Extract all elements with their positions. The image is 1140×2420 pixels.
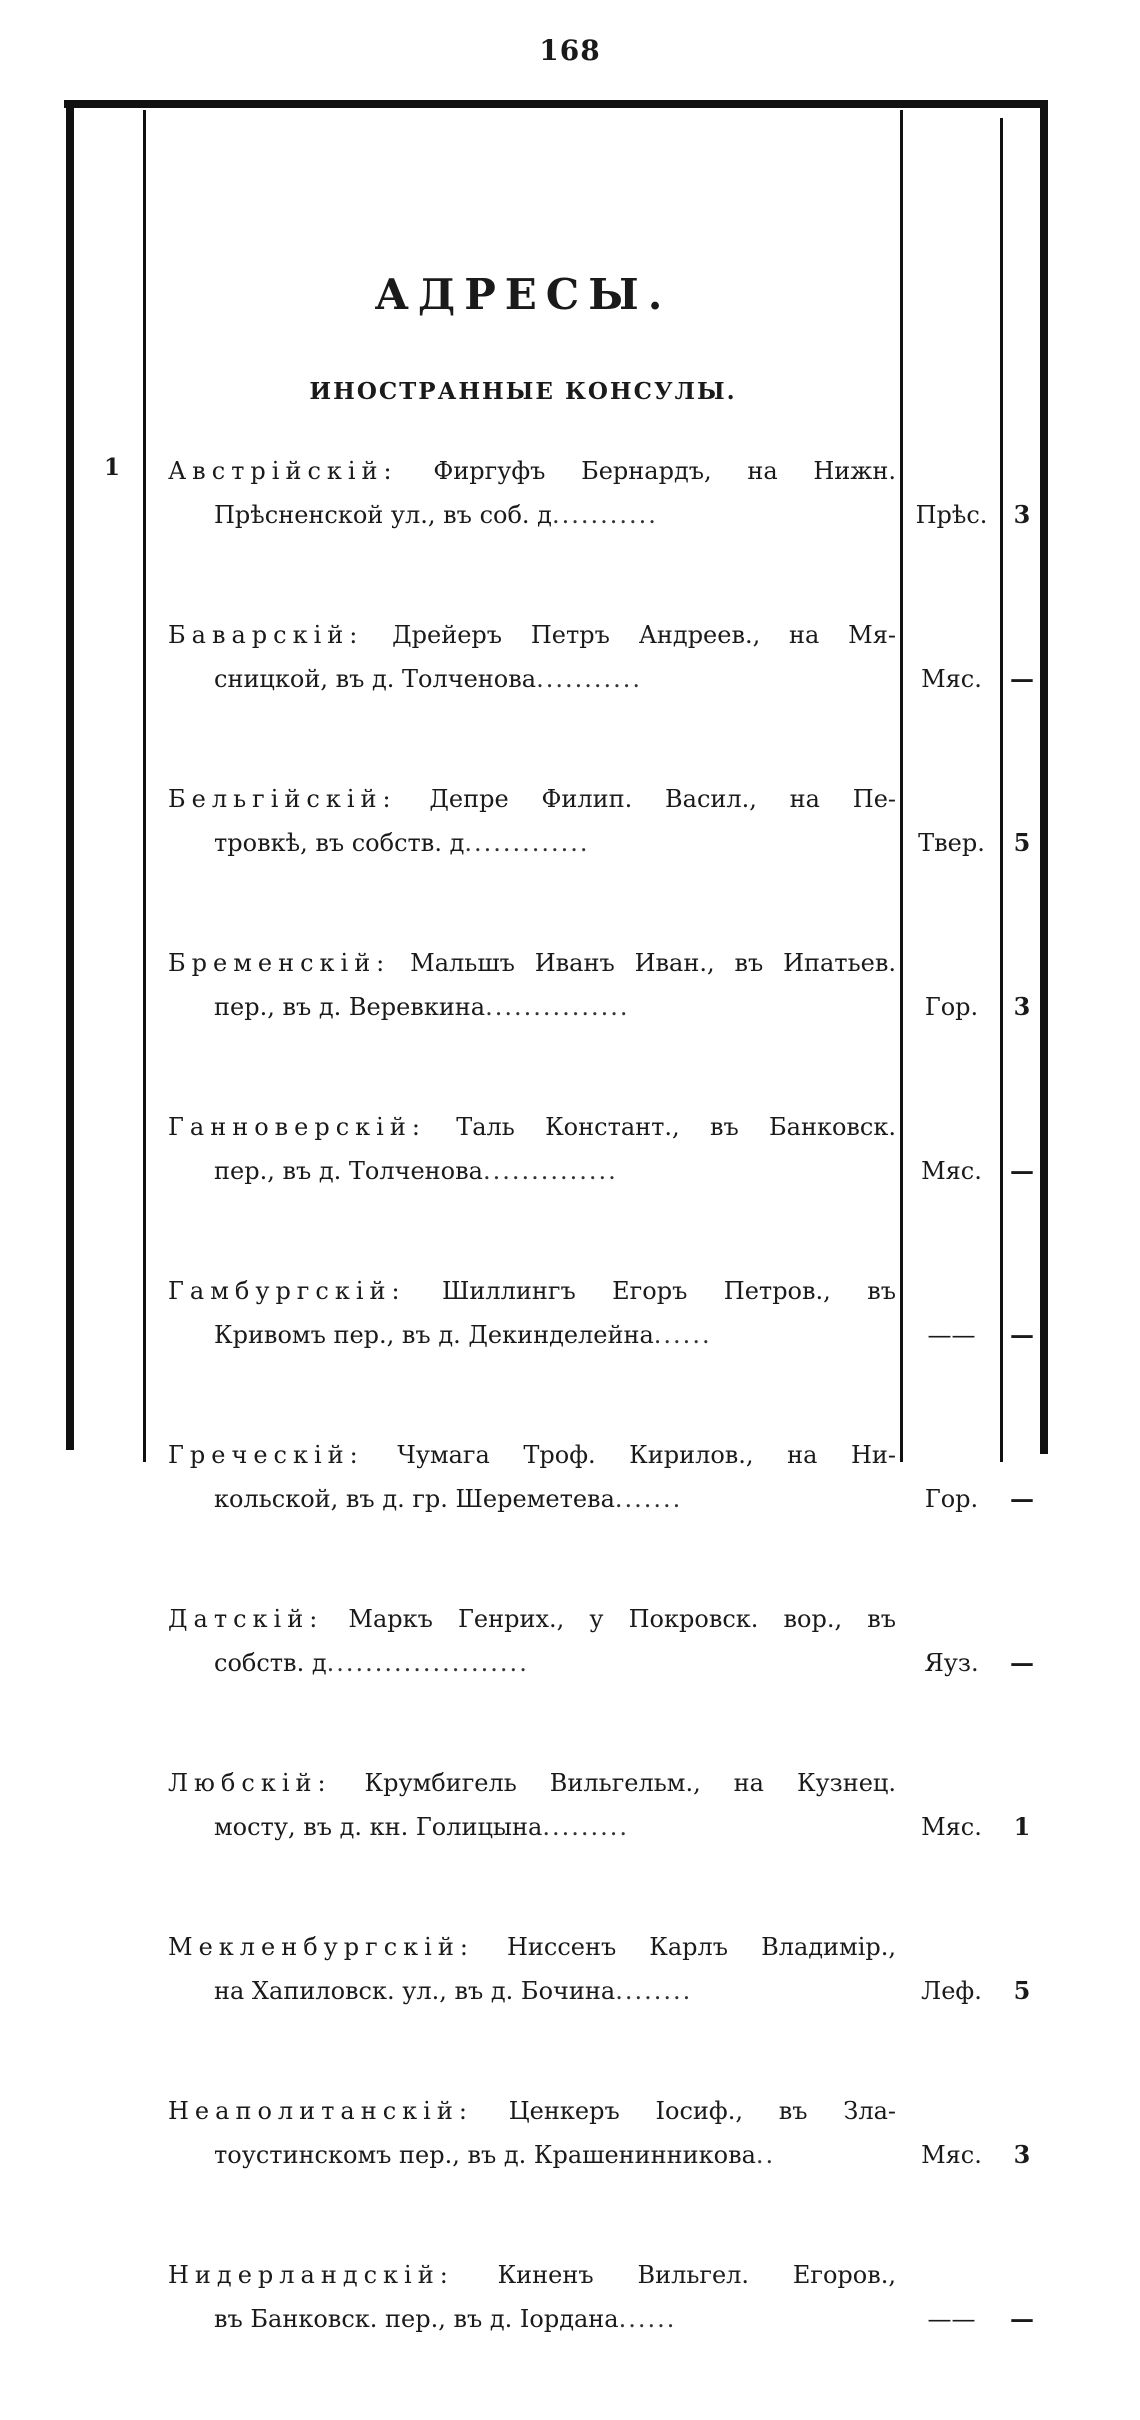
entry-line-1	[168, 1108, 896, 1146]
consul-nationality: Неаполитанскій:	[168, 2097, 473, 2125]
entry-line-1	[168, 452, 896, 490]
dot-leaders: .........	[542, 1813, 630, 1841]
district-cell: Твер.	[918, 829, 985, 857]
district-cell: ——	[927, 1321, 976, 1349]
consul-address: на Хапиловск. ул., въ д. Бочина	[214, 1977, 616, 2005]
district-cell: Мяс.	[921, 1813, 982, 1841]
part-cell: 3	[1013, 500, 1031, 529]
consul-list	[0, 452, 1140, 2420]
consul-name-address: Мальшъ Иванъ Иван., въ Ипатьев.	[390, 949, 896, 977]
entry-line-1	[168, 1272, 896, 1310]
consul-name-address: Ниссенъ Карлъ Владимір.,	[473, 1933, 896, 1961]
entry-line-2	[214, 1972, 894, 2010]
district-cell: ——	[927, 2305, 976, 2333]
dot-leaders: .....................	[326, 1649, 529, 1677]
part-cell: 5	[1013, 1976, 1031, 2005]
district-cell: Мяс.	[921, 665, 982, 693]
entry-line-2	[214, 1644, 894, 1682]
consul-nationality: Мекленбургскій:	[168, 1933, 474, 1961]
district-cell: Прѣс.	[915, 501, 988, 529]
dot-leaders: ...........	[551, 501, 658, 529]
list-item	[0, 944, 1140, 1108]
entry-line-2	[214, 988, 894, 1026]
entry-line-1	[168, 1436, 896, 1474]
dot-leaders: .............	[464, 829, 590, 857]
entry-line-2	[214, 1808, 894, 1846]
entry-line-1	[168, 2256, 896, 2294]
entry-line-1	[168, 944, 896, 982]
consul-address: пер., въ д. Толченова	[214, 1157, 483, 1185]
consul-address: собств. д	[214, 1649, 327, 1677]
consul-nationality: Любскій:	[168, 1769, 332, 1797]
page-number: 168	[539, 34, 601, 67]
consul-address: кольской, въ д. гр. Шереметева	[214, 1485, 615, 1513]
dot-leaders: ..	[755, 2141, 776, 2169]
list-item	[0, 2092, 1140, 2256]
district-cell: Гор.	[924, 993, 979, 1021]
consul-name-address: Таль Констант., въ Банковск.	[425, 1113, 896, 1141]
consul-name-address: Чумага Троф. Кирилов., на Ни-	[363, 1441, 896, 1469]
part-cell: —	[1010, 1648, 1034, 1677]
consul-name-address: Крумбигель Вильгельм., на Кузнец.	[331, 1769, 896, 1797]
entry-line-2	[214, 824, 894, 862]
entry-line-2	[214, 2300, 894, 2338]
district-cell: Мяс.	[921, 1157, 982, 1185]
entry-line-2	[214, 1480, 894, 1518]
list-item	[0, 452, 1140, 616]
district-cell: Яуз.	[924, 1649, 979, 1677]
part-cell: —	[1010, 2304, 1034, 2333]
district-cell: Гор.	[924, 1485, 979, 1513]
consul-nationality: Бременскій:	[168, 949, 391, 977]
entry-number: 1	[104, 454, 121, 481]
list-item	[0, 2256, 1140, 2420]
consul-nationality: Баварскій:	[168, 621, 364, 649]
consul-address: тровкѣ, въ собств. д	[214, 829, 465, 857]
consul-name-address: Ценкеръ Іосиф., въ Зла-	[472, 2097, 896, 2125]
part-cell: 5	[1013, 828, 1031, 857]
consul-address: тоустинскомъ пер., въ д. Крашенинникова	[214, 2141, 756, 2169]
entry-line-1	[168, 780, 896, 818]
entry-line-1	[168, 1600, 896, 1638]
part-cell: 1	[1013, 1812, 1031, 1841]
list-item	[0, 1436, 1140, 1600]
part-cell: —	[1010, 1156, 1034, 1185]
entry-line-1	[168, 2092, 896, 2130]
consul-nationality: Датскій:	[168, 1605, 324, 1633]
consul-nationality: Гамбургскій:	[168, 1277, 406, 1305]
district-cell: Мяс.	[921, 2141, 982, 2169]
list-item	[0, 1108, 1140, 1272]
dot-leaders: .......	[614, 1485, 683, 1513]
consul-name-address: Дрейеръ Петръ Андреев., на Мя-	[363, 621, 896, 649]
consul-name-address: Фиргуфъ Бернардъ, на Нижн.	[397, 457, 896, 485]
consul-name-address: Маркъ Генрих., у Покровск. вор., въ	[323, 1605, 896, 1633]
consul-nationality: Бельгійскій:	[168, 785, 397, 813]
section-title: ИНОСТРАННЫЕ КОНСУЛЫ.	[309, 378, 737, 405]
part-cell: 3	[1013, 2140, 1031, 2169]
dot-leaders: ......	[618, 2305, 677, 2333]
part-cell: 3	[1013, 992, 1031, 1021]
dot-leaders: ........	[615, 1977, 693, 2005]
entry-line-2	[214, 1152, 894, 1190]
list-item	[0, 1272, 1140, 1436]
consul-address: пер., въ д. Веревкина	[214, 993, 486, 1021]
consul-nationality: Австрійскій:	[168, 457, 398, 485]
dot-leaders: ...............	[485, 993, 630, 1021]
dot-leaders: ...........	[536, 665, 642, 693]
entry-line-1	[168, 616, 896, 654]
entry-line-1	[168, 1764, 896, 1802]
list-item	[0, 780, 1140, 944]
consul-address: въ Банковск. пер., въ д. Іордана	[214, 2305, 619, 2333]
consul-address: Кривомъ пер., въ д. Декинделейна	[214, 1321, 654, 1349]
consul-name-address: Киненъ Вильгел. Егоров.,	[453, 2261, 896, 2289]
consul-address: Прѣсненской ул., въ соб. д	[214, 501, 552, 529]
list-item	[0, 1764, 1140, 1928]
part-cell: —	[1010, 1484, 1034, 1513]
dot-leaders: ..............	[482, 1157, 618, 1185]
entry-line-2	[214, 1316, 894, 1354]
frame-top-rule	[64, 100, 1048, 108]
entry-line-2	[214, 496, 894, 534]
consul-name-address: Шиллингъ Егоръ Петров., въ	[405, 1277, 896, 1305]
entry-line-2	[214, 660, 894, 698]
consul-address: сницкой, въ д. Толченова	[214, 665, 537, 693]
part-cell: —	[1010, 1320, 1034, 1349]
consul-nationality: Греческій:	[168, 1441, 364, 1469]
consul-name-address: Депре Филип. Васил., на Пе-	[396, 785, 896, 813]
consul-nationality: Ганноверскій:	[168, 1113, 426, 1141]
part-cell: —	[1010, 664, 1034, 693]
list-item	[0, 1600, 1140, 1764]
list-item	[0, 1928, 1140, 2092]
dot-leaders: ......	[653, 1321, 712, 1349]
consul-address: мосту, въ д. кн. Голицына	[214, 1813, 543, 1841]
entry-line-2	[214, 2136, 894, 2174]
consul-nationality: Нидерландскій:	[168, 2261, 454, 2289]
page-title: АДРЕСЫ.	[374, 270, 672, 319]
district-cell: Леф.	[921, 1977, 982, 2005]
entry-line-1	[168, 1928, 896, 1966]
list-item	[0, 616, 1140, 780]
